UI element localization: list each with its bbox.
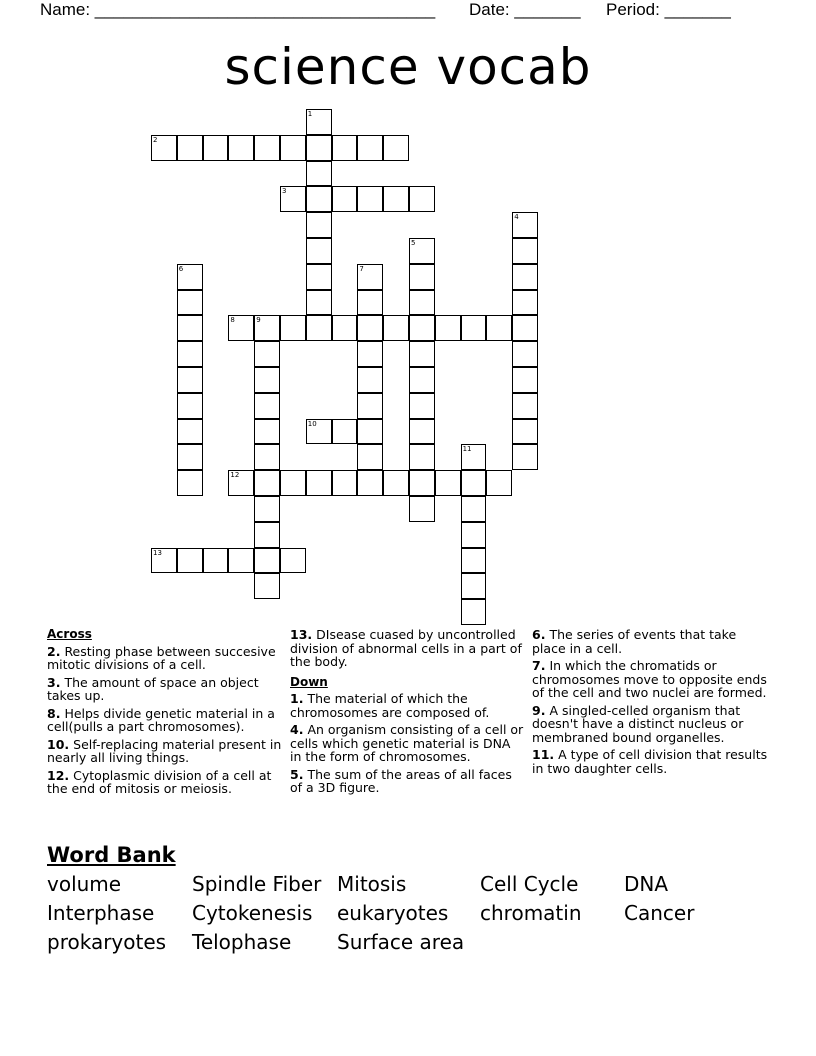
crossword-cell[interactable] [409,419,435,445]
crossword-cell[interactable] [409,470,435,496]
crossword-cell[interactable] [280,548,306,574]
crossword-cell[interactable] [486,315,512,341]
crossword-cell[interactable] [357,444,383,470]
across-clue [47,707,282,734]
clue-number: 7 [359,264,364,273]
date-field-label: Date: _______ [469,0,581,19]
clue-number: 6 [178,264,184,273]
crossword-cell[interactable] [409,444,435,470]
crossword-cell[interactable] [409,238,435,264]
crossword-cell[interactable] [228,470,254,496]
crossword-cell[interactable] [254,135,280,161]
crossword-cell[interactable] [254,367,280,393]
across-clue [290,628,525,669]
crossword-cell[interactable] [357,341,383,367]
down-clue [532,704,772,745]
down-clue [290,768,525,795]
crossword-cell[interactable] [357,290,383,316]
crossword-cell[interactable] [461,522,487,548]
crossword-cell[interactable] [409,393,435,419]
clues-column-2 [290,628,525,799]
crossword-cell[interactable] [409,367,435,393]
crossword-cell[interactable] [306,161,332,187]
clue-number: 5. [290,766,304,782]
clue-number: 7. [532,658,546,673]
crossword-cell[interactable] [512,212,538,238]
clue-text: Cytoplasmic division of a cell at the end of mitosis or meiosis. [47,767,272,796]
clue-number: 2 [153,135,158,144]
clue-number: 11. [532,747,555,762]
crossword-cell[interactable] [357,393,383,419]
crossword-cell[interactable] [383,186,409,212]
crossword-cell[interactable] [357,186,383,212]
crossword-cell[interactable] [151,135,177,161]
clue-number: 8. [47,705,61,721]
clue-number: 12. [47,767,70,783]
crossword-cell[interactable] [306,109,332,135]
crossword-cell[interactable] [512,367,538,393]
crossword-cell[interactable] [332,186,358,212]
word-bank-word: Cancer [624,901,695,925]
down-clue [290,723,525,764]
crossword-cell[interactable] [254,496,280,522]
crossword-cell[interactable] [177,315,203,341]
clue-text: The sum of the areas of all faces of a 3D figure. [290,766,512,795]
clue-number: 1. [290,691,304,706]
crossword-cell[interactable] [177,290,203,316]
crossword-cell[interactable] [203,135,229,161]
down-clue [532,748,772,775]
word-bank-title: Word Bank [47,843,176,867]
clue-number: 5 [411,239,416,247]
clue-number: 12 [230,471,240,480]
crossword-cell[interactable] [332,135,358,161]
clue-text: An organism consisting of a cell or cells which genetic material is DNA in the form of chromosomes. [290,722,524,764]
clue-number: 9. [532,702,546,718]
crossword-cell[interactable] [357,419,383,445]
clue-number: 13 [153,548,162,557]
crossword-cell[interactable] [254,341,280,367]
clue-number: 13. [290,627,313,642]
crossword-cell[interactable] [512,393,538,419]
crossword-cell[interactable] [357,367,383,393]
name-field-label: Name: ____________________________________ [40,0,436,19]
clue-number: 4. [290,722,304,737]
crossword-cell[interactable] [512,264,538,290]
crossword-cell[interactable] [177,444,203,470]
crossword-cell[interactable] [461,315,487,341]
crossword-cell[interactable] [254,315,280,341]
crossword-cell[interactable] [306,290,332,316]
across-clue [47,676,282,703]
crossword-cell[interactable] [228,548,254,574]
crossword-cell[interactable] [306,212,332,238]
word-bank-word: Spindle Fiber [192,872,322,896]
crossword-cell[interactable] [461,470,487,496]
crossword-cell[interactable] [512,444,538,470]
clue-number: 6. [532,627,546,642]
down-clue [290,692,525,719]
down-heading: Down [290,674,328,689]
crossword-cell[interactable] [177,548,203,574]
crossword-cell[interactable] [177,135,203,161]
crossword-cell[interactable] [254,393,280,419]
crossword-cell[interactable] [306,315,332,341]
clues-column-1 [47,628,282,800]
crossword-cell[interactable] [409,290,435,316]
clue-text: DIsease cuased by uncontrolled division of abnormal cells in a part of the body. [290,627,522,669]
crossword-cell[interactable] [357,135,383,161]
crossword-cell[interactable] [306,470,332,496]
crossword-cell[interactable] [177,393,203,419]
across-clue [47,769,282,796]
word-bank-word: Interphase [47,901,155,925]
crossword-cell[interactable] [177,470,203,496]
crossword-cell[interactable] [332,419,358,445]
crossword-cell[interactable] [306,186,332,212]
crossword-cell[interactable] [435,470,461,496]
down-clue [532,659,772,700]
crossword-cell[interactable] [177,419,203,445]
clue-number: 8 [230,316,235,325]
crossword-cell[interactable] [486,470,512,496]
clue-text: Resting phase between succesive mitotic divisions of a cell. [47,643,276,672]
crossword-cell[interactable] [228,135,254,161]
crossword-cell[interactable] [461,573,487,599]
crossword-cell[interactable] [280,186,306,212]
crossword-cell[interactable] [383,135,409,161]
clue-number: 4 [514,213,519,222]
crossword-cell[interactable] [254,522,280,548]
crossword-cell[interactable] [332,470,358,496]
crossword-cell[interactable] [357,470,383,496]
clue-text: In which the chromatids or chromosomes move to opposite ends of the cell and two nuclei are formed. [532,658,767,700]
crossword-cell[interactable] [461,548,487,574]
word-bank-word: prokaryotes [47,930,167,954]
crossword-cell[interactable] [280,315,306,341]
clue-number: 9 [256,316,261,325]
crossword-cell[interactable] [280,135,306,161]
page-title: science vocab [224,38,592,96]
clue-number: 1 [307,110,313,118]
clue-text: A type of cell division that results in two daughter cells. [532,747,768,776]
crossword-cell[interactable] [332,315,358,341]
crossword-cell[interactable] [512,341,538,367]
clue-number: 11 [462,445,472,454]
clues-column-3 [532,628,772,779]
clue-text: The amount of space an object takes up. [47,674,259,703]
clue-number: 3. [47,674,61,690]
clue-text: The material of which the chromosomes are composed of. [290,691,490,720]
word-bank-word: chromatin [480,901,582,925]
crossword-cell[interactable] [228,315,254,341]
across-clue [47,738,282,765]
word-bank-word: Cytokenesis [192,901,313,925]
word-bank-word: Telophase [192,930,292,954]
period-field-label: Period: _______ [606,0,731,19]
crossword-cell[interactable] [306,264,332,290]
crossword-cell[interactable] [461,496,487,522]
crossword-cell[interactable] [512,290,538,316]
clue-text: A singled-celled organism that doesn't have a distinct nucleus or membraned bound organelles. [532,702,744,745]
crossword-cell[interactable] [435,315,461,341]
crossword-cell[interactable] [306,419,332,445]
crossword-cell[interactable] [357,264,383,290]
clue-text: Helps divide genetic material in a cell(pulls a part chromosomes). [47,705,275,734]
word-bank-word: Cell Cycle [480,872,579,896]
crossword-cell[interactable] [203,548,229,574]
crossword-cell[interactable] [357,315,383,341]
crossword-cell[interactable] [409,341,435,367]
crossword-cell[interactable] [177,367,203,393]
crossword-cell[interactable] [254,470,280,496]
crossword-cell[interactable] [151,548,177,574]
crossword-cell[interactable] [409,186,435,212]
clue-text: Self-replacing material present in nearly all living things. [47,736,282,765]
crossword-cell[interactable] [409,496,435,522]
crossword-cell[interactable] [383,470,409,496]
word-bank-word: DNA [624,872,669,896]
crossword-cell[interactable] [461,444,487,470]
crossword-cell[interactable] [306,135,332,161]
clue-text: The series of events that take place in a cell. [532,627,737,656]
crossword-cell[interactable] [254,419,280,445]
word-bank-word: volume [47,872,122,896]
word-bank-word: Surface area [337,930,465,954]
crossword-cell[interactable] [461,599,487,625]
crossword-cell[interactable] [177,264,203,290]
crossword-cell[interactable] [306,238,332,264]
crossword-cell[interactable] [254,573,280,599]
word-bank-word: Mitosis [337,872,407,896]
crossword-cell[interactable] [280,470,306,496]
clue-number: 10 [307,419,317,428]
across-clue [47,645,282,672]
word-bank-word: eukaryotes [337,901,449,925]
crossword-cell[interactable] [254,444,280,470]
crossword-cell[interactable] [409,264,435,290]
crossword-cell[interactable] [512,315,538,341]
crossword-cell[interactable] [409,315,435,341]
crossword-cell[interactable] [512,419,538,445]
crossword-cell[interactable] [512,238,538,264]
down-clue [532,628,772,655]
clue-number: 10. [47,736,70,752]
crossword-cell[interactable] [383,315,409,341]
clue-number: 2. [47,643,61,659]
clue-number: 3 [282,187,287,196]
crossword-cell[interactable] [177,341,203,367]
crossword-cell[interactable] [254,548,280,574]
across-heading: Across [47,627,92,641]
